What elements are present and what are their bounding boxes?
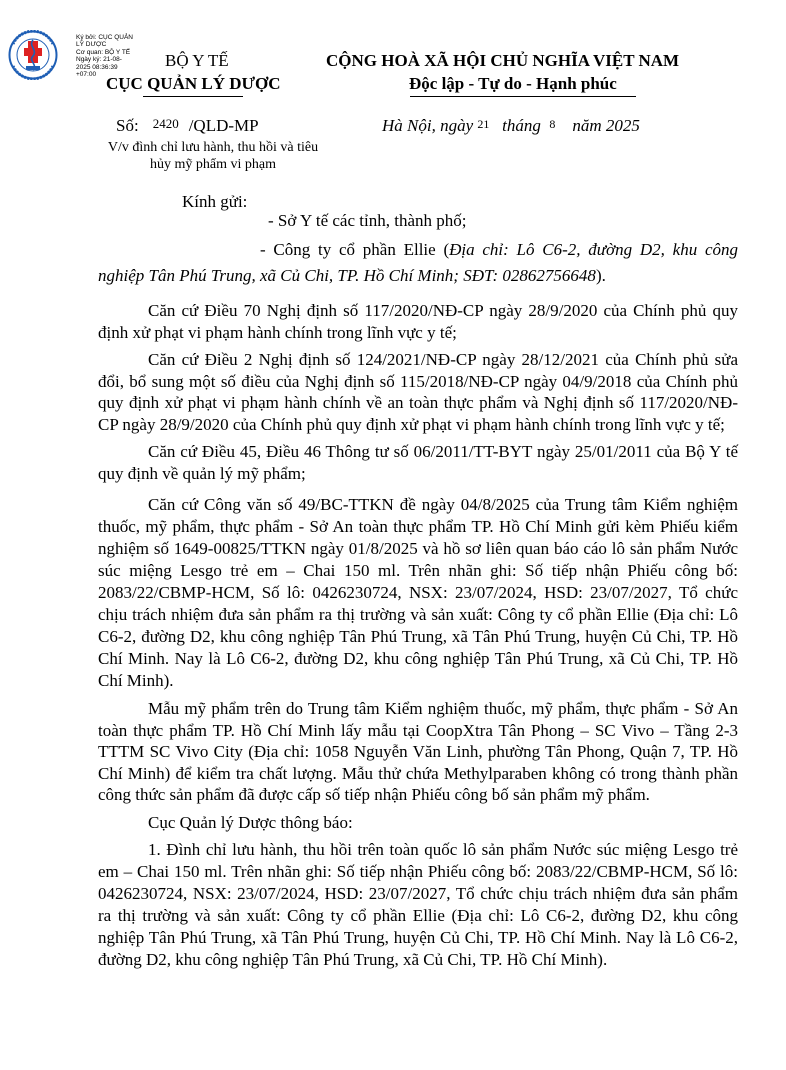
document-body [98,300,738,977]
national-title: CỘNG HOÀ XÃ HỘI CHỦ NGHĨA VIỆT NAM [326,51,680,70]
agency-underline [143,96,243,97]
paragraph-basis-1: Căn cứ Điều 70 Nghị định số 117/2020/NĐ-CP ngày 28/9/2020 của Chính phủ quy định xử phạt vi phạm hành chính trong lĩnh vực y tế; [98,301,738,342]
document-number: Số: 2420 /QLD-MP [116,116,259,135]
document-number-value: 2420 [152,116,179,131]
recipient-2: - Công ty cổ phần Ellie (Địa chỉ: Lô C6-2, đường D2, khu công nghiệp Tân Phú Trung, xã Củ Chi, TP. Hồ Chí Minh; SĐT: 02862756648). [98,240,738,285]
motto-underline [410,96,636,97]
signature-line: Ký bởi: CỤC QUẢN [76,34,133,41]
date-day: 21 [477,117,490,131]
digital-signature-info [76,34,133,78]
paragraph-basis-4: Căn cứ Công văn số 49/BC-TTKN đề ngày 04/8/2025 của Trung tâm Kiểm nghiệm thuốc, mỹ phẩm, thực phẩm - Sở An toàn thực phẩm TP. Hồ Chí Minh gửi kèm Phiếu kiểm nghiệm số 1649-00825/TTKN ngày 01/8/2025 và hồ sơ liên quan báo cáo lô sản phẩm Nước súc miệng Lesgo trẻ em – Chai 150 ml. Trên nhãn ghi: Số tiếp nhận Phiếu công bố: 2083/22/CBMP-HCM, Số lô: 0426230724, NSX: 23/07/2024, HSD: 23/07/2027, Tổ chức chịu trách nhiệm đưa sản phẩm ra thị trường và sản xuất: Công ty cổ phần Ellie (Địa chỉ: Lô C6-2, đường D2, khu công nghiệp Tân Phú Trung, xã Tân Phú Trung, huyện Củ Chi, TP. Hồ Chí Minh. Nay là Lô C6-2, đường D2, khu công nghiệp Tân Phú Trung, xã Củ Chi, TP. Hồ Chí Minh). [98,495,738,690]
signature-line: Cơ quan: BỘ Y TẾ [76,48,131,56]
paragraph-notice-intro: Cục Quản lý Dược thông báo: [148,812,353,832]
paragraph-item-1: 1. Đình chỉ lưu hành, thu hồi trên toàn quốc lô sản phẩm Nước súc miệng Lesgo trẻ em – Chai 150 ml. Trên nhãn ghi: Số tiếp nhận Phiếu công bố: 2083/22/CBMP-HCM, Số lô: 0426230724, NSX: 23/07/2024, HSD: 23/07/2027, Tổ chức chịu trách nhiệm đưa sản phẩm ra thị trường và sản xuất: Công ty cổ phần Ellie (Địa chỉ: Lô C6-2, đường D2, khu công nghiệp Tân Phú Trung, xã Tân Phú Trung, huyện Củ Chi, TP. Hồ Chí Minh. Nay là Lô C6-2, đường D2, khu công nghiệp Tân Phú Trung, xã Củ Chi, TP. Hồ Chí Minh). [98,840,738,969]
paragraph-basis-3: Căn cứ Điều 45, Điều 46 Thông tư số 06/2011/TT-BYT ngày 25/01/2011 của Bộ Y tế quy định về quản lý mỹ phẩm; [98,442,738,483]
signature-line: +07:00 [76,71,97,79]
agency-name: CỤC QUẢN LÝ DƯỢC [106,74,281,93]
signature-line: LÝ DƯỢC [76,41,107,49]
salutation: Kính gửi: [182,192,248,211]
national-motto: Độc lập - Tự do - Hạnh phúc [409,74,617,93]
date-month: 8 [549,117,556,131]
agency-seal-icon [8,30,58,80]
paragraph-sample-info: Mẫu mỹ phẩm trên do Trung tâm Kiểm nghiệm thuốc, mỹ phẩm, thực phẩm - Sở An toàn thực phẩm TP. Hồ Chí Minh lấy mẫu tại CoopXtra Tân Phong – SC Vivo – Tầng 2-3 TTTM SC Vivo City (Địa chỉ: 1058 Nguyễn Văn Linh, phường Tân Phong, Quận 7, TP. Hồ Chí Minh) để kiểm tra chất lượng. Mẫu thử chứa Methylparaben không có trong thành phần công thức sản phẩm đã được cấp số tiếp nhận Phiếu công bố sản phẩm mỹ phẩm. [98,699,738,804]
recipient-2-address: Địa chỉ: Lô C6-2, đường D2, khu công nghiệp Tân Phú Trung, xã Củ Chi, TP. Hồ Chí Minh; SĐT: 02862756648 [98,240,738,285]
signature-line: Ngày ký: 21-08- [76,56,122,64]
ministry-name: BỘ Y TẾ [165,51,229,70]
recipient-1: - Sở Y tế các tỉnh, thành phố; [268,211,467,230]
signature-line: 2025 08:36:39 [76,63,118,71]
place-date: Hà Nội, ngày 21 tháng 8 năm 2025 [382,116,640,135]
paragraph-basis-2: Căn cứ Điều 2 Nghị định số 124/2021/NĐ-CP ngày 28/12/2021 của Chính phủ sửa đổi, bổ sung một số điều của Nghị định số 115/2018/NĐ-CP ngày 04/9/2018 của Chính phủ quy định xử phạt vi phạm hành chính về an toàn thực phẩm và Nghị định số 117/2020/NĐ-CP ngày 28/9/2020 của Chính phủ quy định xử phạt vi phạm hành chính trong lĩnh vực y tế; [98,350,738,434]
document-subject: V/v đình chỉ lưu hành, thu hồi và tiêu hủy mỹ phẩm vi phạm [107,140,319,172]
